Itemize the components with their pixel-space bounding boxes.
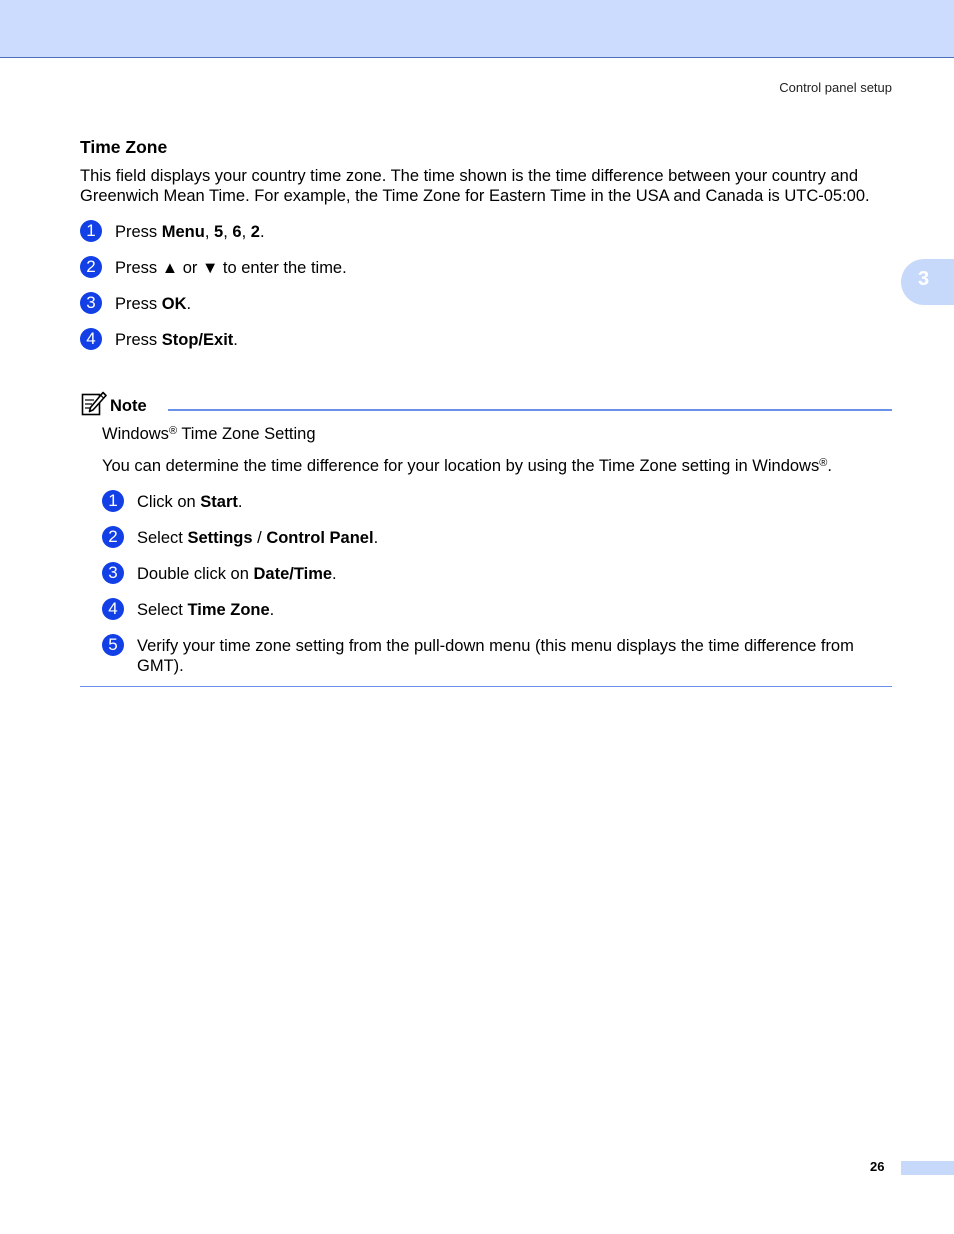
step-text: Press Stop/Exit. [115, 331, 238, 349]
up-arrow-icon: ▲ [161, 259, 179, 277]
chapter-number: 3 [918, 268, 930, 290]
step-text: Select Settings / Control Panel. [137, 529, 379, 547]
step-text: Press Menu, 5, 6, 2. [115, 223, 265, 241]
note-end-divider [80, 686, 892, 687]
chapter-tab [901, 259, 954, 305]
section-intro: This field displays your country time zone. The time shown is the time difference between your country and Greenwich Mean Time. For example, the Time Zone for Eastern Time in the USA and Canada is UTC-05:00. [80, 167, 870, 205]
step-text: Press OK. [115, 295, 192, 313]
step-number-badge: 1 [102, 490, 124, 512]
note-subtitle: Windows® Time Zone Setting [102, 425, 316, 443]
step-text: Click on Start. [137, 493, 243, 511]
section-title: Time Zone [80, 137, 168, 157]
down-arrow-icon: ▼ [201, 259, 219, 277]
step-text: Verify your time zone setting from the pull-down menu (this menu displays the time difference from GMT). [137, 637, 854, 675]
step-number-badge: 5 [102, 634, 124, 656]
step-text: Double click on Date/Time. [137, 565, 337, 583]
page-number: 26 [870, 1159, 885, 1174]
note-label: Note [110, 397, 147, 415]
header-band [0, 0, 954, 58]
step-number-badge: 3 [80, 292, 102, 314]
pencil-note-icon [81, 391, 107, 417]
step-text: Press ▲ or ▼ to enter the time. [115, 259, 347, 277]
step-number-badge: 3 [102, 562, 124, 584]
step-number-badge: 2 [102, 526, 124, 548]
step-text: Select Time Zone. [137, 601, 275, 619]
footer-tab [901, 1161, 954, 1175]
step-number-badge: 4 [80, 328, 102, 350]
step-number-badge: 1 [80, 220, 102, 242]
step-number-badge: 2 [80, 256, 102, 278]
note-divider [168, 409, 892, 411]
step-number-badge: 4 [102, 598, 124, 620]
note-description: You can determine the time difference for your location by using the Time Zone setting in Windows®. [102, 457, 832, 475]
running-title: Control panel setup [779, 80, 892, 95]
